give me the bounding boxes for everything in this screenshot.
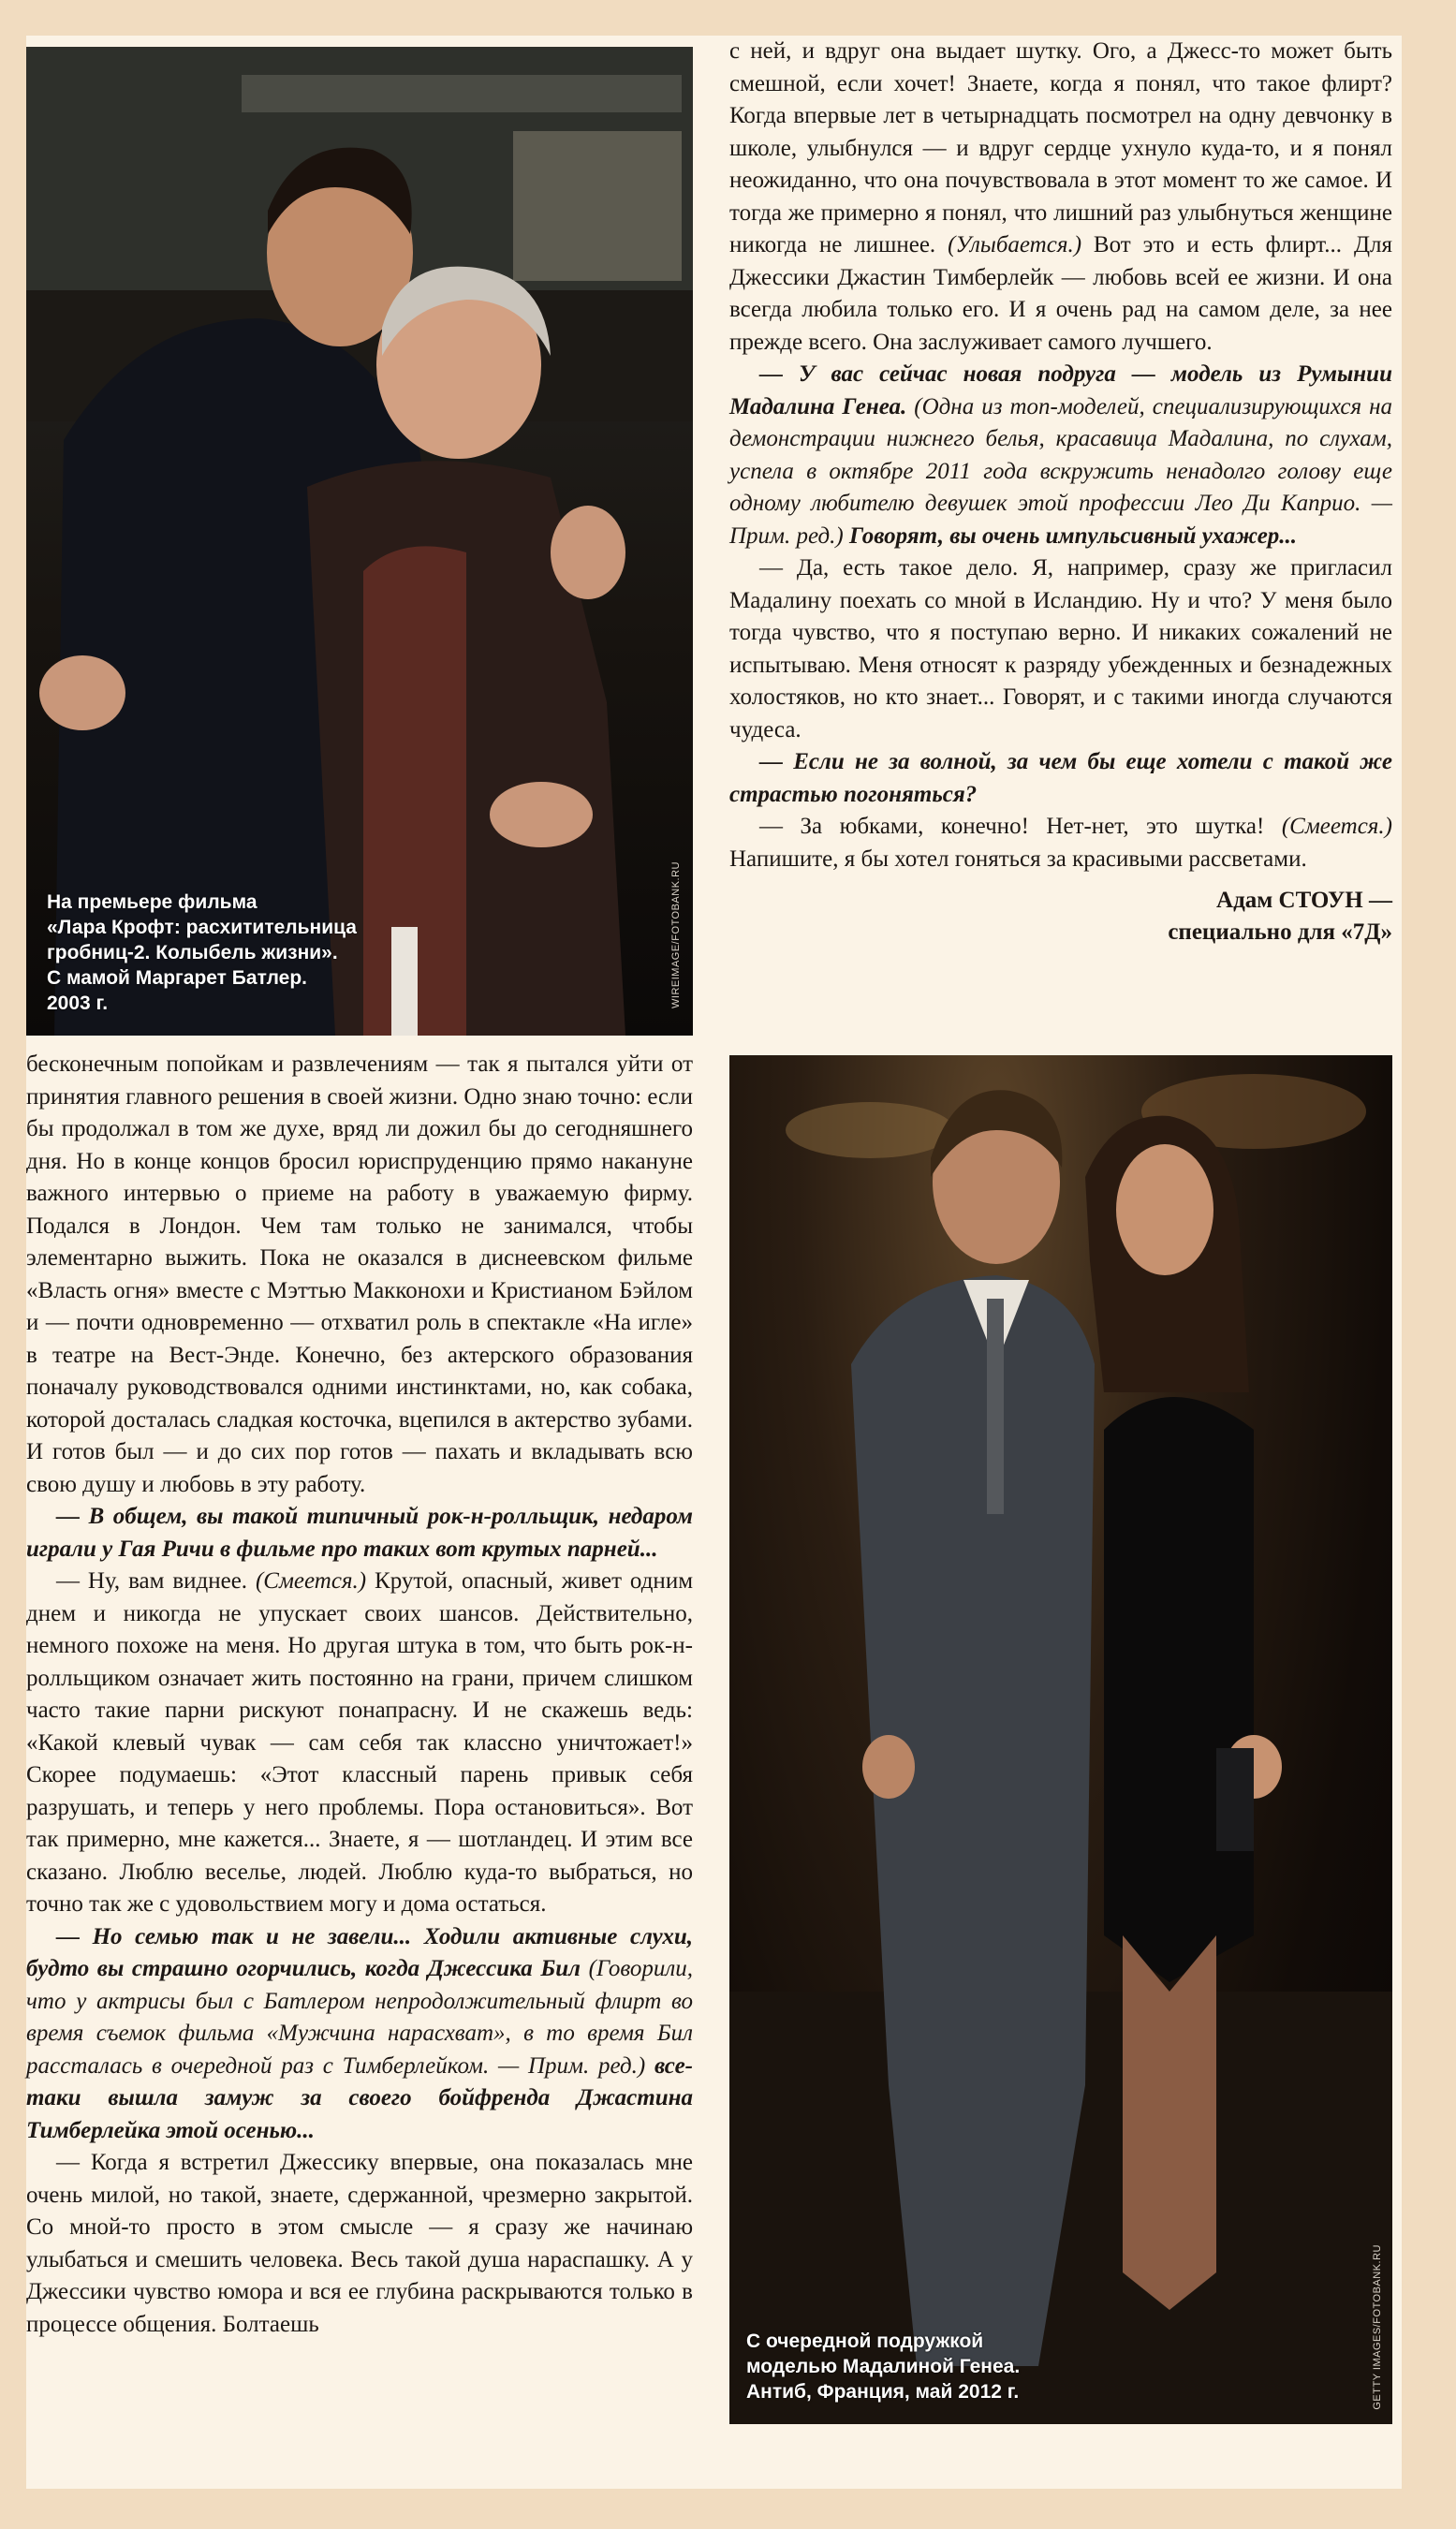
premiere-photo — [26, 47, 693, 1036]
text-run: — Но семью так и не завели... Ходили активные слухи, будто вы страшно огорчились, когда Джессика Бил — [26, 1923, 693, 1981]
text-run: Крутой, опасный, живет одним днем и никогда не упускает своих шансов. Действительно, немного похоже на меня. Но другая штука в том, что быть рок-н-ролльщиком означает жить постоянно на грани, причем слишком часто такие парни рискуют понапрасну. И не скажешь ведь: «Какой клевый чувак — сам себя так классно уничтожает!» Скорее подумаешь: «Этот классный парень привык себя разрушать, и теперь у него проблемы. Пора остановиться». Вот так примерно, мне кажется... Знаете, я — шотландец. И этим все сказано. Люблю веселье, людей. Люблю куда-то выбраться, но точно так же с удовольствием могу и дома остаться. — [26, 1568, 694, 1917]
article-text-left-bottom — [26, 1049, 693, 2341]
text-run: Говорят, вы очень импульсивный ухажер... — [848, 522, 1298, 549]
interview-question — [26, 1921, 693, 2148]
premiere-photo-credit: WIREIMAGE/FOTOBANK.RU — [670, 861, 682, 1008]
article-text-right-top — [729, 36, 1392, 948]
remark-smiles: (Улыбается.) — [948, 232, 1082, 257]
couple-photo — [729, 1055, 1392, 2424]
article-paragraph — [729, 36, 1392, 359]
remark-laughs: (Смеется.) — [255, 1568, 367, 1594]
author-name: Адам СТОУН — — [1216, 888, 1392, 913]
couple-photo-scene — [729, 1055, 1392, 2424]
interview-answer — [729, 811, 1392, 875]
text-run: с ней, и вдруг она выдает шутку. Ого, а Джесс-то может быть смешной, если хочет! Знаете, когда я понял, что такое флирт? Когда впервые лет в четырнадцать посмотрел на одну девчонку в школе, улыбнулся — и вдруг сердце ухнуло куда-то, и я понял неожиданно, что она почувствовала в этот момент то же самое. И тогда же примерно я понял, что лишний раз улыбнуться женщине никогда не лишнее. — [729, 38, 1392, 257]
text-run: — За юбками, конечно! Нет-нет, это шутка! — [759, 814, 1265, 839]
interview-answer: — Когда я встретил Джессику впервые, она показалась мне очень милой, но такой, знаете, сдержанной, чрезмерно закрытой. Со мной-то просто в этом смысле — я сразу же начинаю улыбаться и смешить человека. Весь такой душа нараспашку. А у Джессики чувство юмора и вся ее глубина раскрываются только в процессе общения. Болтаешь — [26, 2150, 693, 2337]
interview-question: — В общем, вы такой типичный рок-н-ролльщик, недаром играли у Гая Ричи в фильме про таких вот крутых парней... — [26, 1504, 693, 1562]
article-paragraph: бесконечным попойкам и развлечениям — так я пытался уйти от принятия главного решения в своей жизни. Одно знаю точно: если бы продолжал в том же духе, вряд ли дожил бы до сегодняшнего дня. Но в конце концов бросил юриспруденцию прямо накануне важного интервью о приеме на работу в уважаемую фирму. Подался в Лондон. Чем там только не занимался, чтобы элементарно выжить. Пока не оказался в диснеевском фильме «Власть огня» вместе с Мэттью Макконохи и Кристианом Бэйлом и — почти одновременно — отхватил роль в спектакле «На игле» в театре на Вест-Энде. Конечно, без актерского образования поначалу руководствовался одними инстинктами, но, как собака, которой досталась сладкая косточка, вцепился в актерство зубами. И готов был — и до сих пор готов — пахать и вкладывать всю свою душу и любовь в эту работу. — [26, 1051, 693, 1497]
interview-question — [729, 359, 1392, 552]
premiere-photo-scene — [26, 47, 693, 1036]
text-run: все-таки вышла замуж за своего бойфренда Джастина Тимберлейка этой осенью... — [26, 2052, 693, 2143]
author-affiliation: специально для «7Д» — [1168, 919, 1392, 945]
couple-photo-caption: С очередной подружкой моделью Мадалиной Генеа. Антиб, Франция, май 2012 г. — [746, 2331, 1021, 2403]
interview-answer: — Да, есть такое дело. Я, например, сразу же пригласил Мадалину поехать со мной в Исландию. Ну и что? У меня было тогда чувство, что я поступаю верно. И никаких сожалений не испытываю. Меня относят к разряду убежденных и безнадежных холостяков, но кто знает... Говорят, и с такими иногда случаются чудеса. — [729, 555, 1392, 743]
text-run: — У вас сейчас новая подруга — модель из Румынии Мадалина Генеа. — [729, 361, 1392, 419]
premiere-photo-caption: На премьере фильма «Лара Крофт: расхитительница гробниц-2. Колыбель жизни». С мамой Маргарет Батлер. 2003 г. — [47, 891, 357, 1014]
editor-note: (Одна из топ-моделей, специализирующихся на демонстрации нижнего белья, красавица Мадалина, по слухам, успела в октябре 2011 года вскружить ненадолго голову еще одному любителю девушек этой профессии Лео Ди Каприо. — Прим. ред.) — [729, 393, 1392, 549]
couple-photo-credit: GETTY IMAGES/FOTOBANK.RU — [1372, 2244, 1383, 2410]
editor-note: (Говорили, что у актрисы был с Батлером непродолжительный флирт во время съемок фильма «Мужчина нарасхват», в то время Бил рассталась в очередной раз с Тимберлейком. — Прим. ред.) — [26, 1956, 693, 2079]
text-run: Вот это и есть флирт... Для Джессики Джастин Тимберлейк — любовь всей ее жизни. И она всегда любила только его. И я очень рад на самом деле, за нее прежде всего. Она заслуживает самого лучшего. — [729, 232, 1392, 355]
text-run: — Ну, вам виднее. — [56, 1568, 248, 1594]
text-run: Напишите, я бы хотел гоняться за красивыми рассветами. — [729, 845, 1307, 872]
remark-laughs: (Смеется.) — [1281, 814, 1393, 839]
author-signature — [729, 885, 1392, 948]
interview-question: — Если не за волной, за чем бы еще хотели с такой же страстью погоняться? — [729, 749, 1392, 807]
interview-answer — [26, 1566, 693, 1921]
